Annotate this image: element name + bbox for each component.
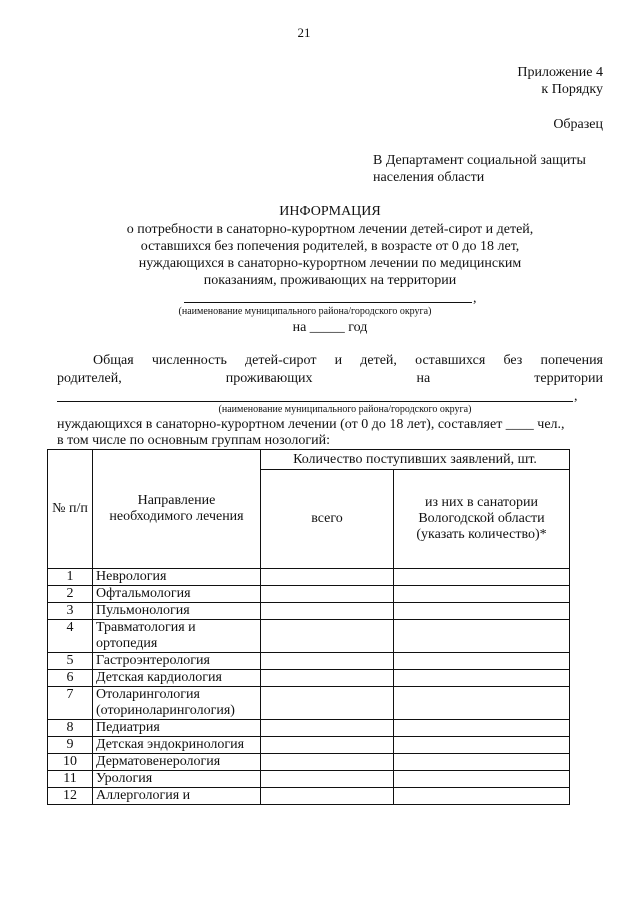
sanatorium-cell[interactable] bbox=[394, 620, 570, 653]
row-number: 7 bbox=[48, 687, 93, 720]
sample-label: Образец bbox=[553, 117, 603, 132]
municipality-fill-line[interactable] bbox=[184, 302, 472, 303]
row-number: 1 bbox=[48, 569, 93, 586]
subtitle-line: о потребности в санаторно-курортном лечении детей-сирот и детей, bbox=[126, 222, 534, 237]
row-direction: Гастроэнтерология bbox=[93, 653, 261, 670]
subtitle-line: показаниям, проживающих на территории bbox=[203, 273, 457, 288]
addressee-line-2: населения области bbox=[373, 170, 485, 185]
order-label: к Порядку bbox=[541, 82, 603, 97]
addressee-line-1: В Департамент социальной защиты bbox=[373, 153, 586, 168]
row-direction: Дерматовенерология bbox=[93, 754, 261, 771]
sanatorium-cell[interactable] bbox=[394, 754, 570, 771]
year-line: на _____ год bbox=[292, 320, 368, 335]
table-row bbox=[48, 620, 570, 653]
total-cell[interactable] bbox=[261, 687, 394, 720]
nosology-table bbox=[47, 449, 570, 805]
subtitle-line: оставшихся без попечения родителей, в возрасте от 0 до 18 лет, bbox=[140, 239, 520, 254]
table-row bbox=[48, 788, 570, 805]
comma: , bbox=[574, 389, 578, 404]
header-direction: Направление необходимого лечения bbox=[93, 450, 261, 569]
sanatorium-cell[interactable] bbox=[394, 603, 570, 620]
row-direction: Отоларингология (оториноларингология) bbox=[93, 687, 261, 720]
row-number: 4 bbox=[48, 620, 93, 653]
sanatorium-cell[interactable] bbox=[394, 720, 570, 737]
document-subtitle bbox=[60, 221, 600, 289]
row-number: 8 bbox=[48, 720, 93, 737]
total-cell[interactable] bbox=[261, 569, 394, 586]
paragraph-line-1: Общая численность детей-сирот и детей, оставшихся без попечения bbox=[93, 353, 603, 368]
appendix-label: Приложение 4 bbox=[517, 65, 603, 80]
territory-caption: (наименование муниципального района/городского округа) bbox=[218, 404, 472, 415]
comma: , bbox=[473, 291, 477, 306]
table-row bbox=[48, 754, 570, 771]
sanatorium-cell[interactable] bbox=[394, 687, 570, 720]
header-count: Количество поступивших заявлений, шт. bbox=[261, 450, 570, 470]
sanatorium-cell[interactable] bbox=[394, 653, 570, 670]
sanatorium-cell[interactable] bbox=[394, 670, 570, 687]
page-number: 21 bbox=[297, 25, 311, 40]
header-total: всего bbox=[261, 470, 394, 569]
table-row bbox=[48, 670, 570, 687]
row-number: 9 bbox=[48, 737, 93, 754]
row-direction: Аллергология и bbox=[93, 788, 261, 805]
addressee bbox=[373, 152, 623, 186]
total-cell[interactable] bbox=[261, 603, 394, 620]
paragraph-line-3: нуждающихся в санаторно-курортном лечении (от 0 до 18 лет), составляет ____ чел., bbox=[57, 417, 565, 432]
sanatorium-cell[interactable] bbox=[394, 737, 570, 754]
table-row bbox=[48, 653, 570, 670]
subtitle-line: нуждающихся в санаторно-курортном лечении по медицинским bbox=[138, 256, 522, 271]
total-cell[interactable] bbox=[261, 720, 394, 737]
total-cell[interactable] bbox=[261, 670, 394, 687]
total-cell[interactable] bbox=[261, 586, 394, 603]
row-direction: Педиатрия bbox=[93, 720, 261, 737]
row-number: 2 bbox=[48, 586, 93, 603]
paragraph-line-4: в том числе по основным группам нозологий: bbox=[57, 433, 330, 448]
row-number: 5 bbox=[48, 653, 93, 670]
row-direction: Детская эндокринология bbox=[93, 737, 261, 754]
territory-fill-line[interactable] bbox=[57, 401, 573, 402]
row-number: 3 bbox=[48, 603, 93, 620]
table-row bbox=[48, 720, 570, 737]
row-direction: Урология bbox=[93, 771, 261, 788]
row-direction: Детская кардиология bbox=[93, 670, 261, 687]
sanatorium-cell[interactable] bbox=[394, 788, 570, 805]
header-number: № п/п bbox=[48, 450, 93, 569]
total-cell[interactable] bbox=[261, 788, 394, 805]
total-cell[interactable] bbox=[261, 754, 394, 771]
total-cell[interactable] bbox=[261, 653, 394, 670]
row-direction: Пульмонология bbox=[93, 603, 261, 620]
table-row bbox=[48, 771, 570, 788]
total-cell[interactable] bbox=[261, 737, 394, 754]
row-number: 10 bbox=[48, 754, 93, 771]
total-cell[interactable] bbox=[261, 771, 394, 788]
row-number: 12 bbox=[48, 788, 93, 805]
table-row bbox=[48, 569, 570, 586]
table-row bbox=[48, 603, 570, 620]
sanatorium-cell[interactable] bbox=[394, 569, 570, 586]
row-number: 11 bbox=[48, 771, 93, 788]
sanatorium-cell[interactable] bbox=[394, 586, 570, 603]
municipality-caption: (наименование муниципального района/городского округа) bbox=[178, 306, 432, 317]
table-row bbox=[48, 586, 570, 603]
header-sanatorium: из них в санатории Вологодской области (указать количество)* bbox=[394, 470, 570, 569]
row-direction: Травматология и ортопедия bbox=[93, 620, 261, 653]
total-cell[interactable] bbox=[261, 620, 394, 653]
row-direction: Офтальмология bbox=[93, 586, 261, 603]
sanatorium-cell[interactable] bbox=[394, 771, 570, 788]
table-row bbox=[48, 737, 570, 754]
row-number: 6 bbox=[48, 670, 93, 687]
table-row bbox=[48, 687, 570, 720]
document-title: ИНФОРМАЦИЯ bbox=[279, 204, 381, 219]
row-direction: Неврология bbox=[93, 569, 261, 586]
paragraph-line-2: родителей, проживающих на территории bbox=[57, 371, 603, 386]
